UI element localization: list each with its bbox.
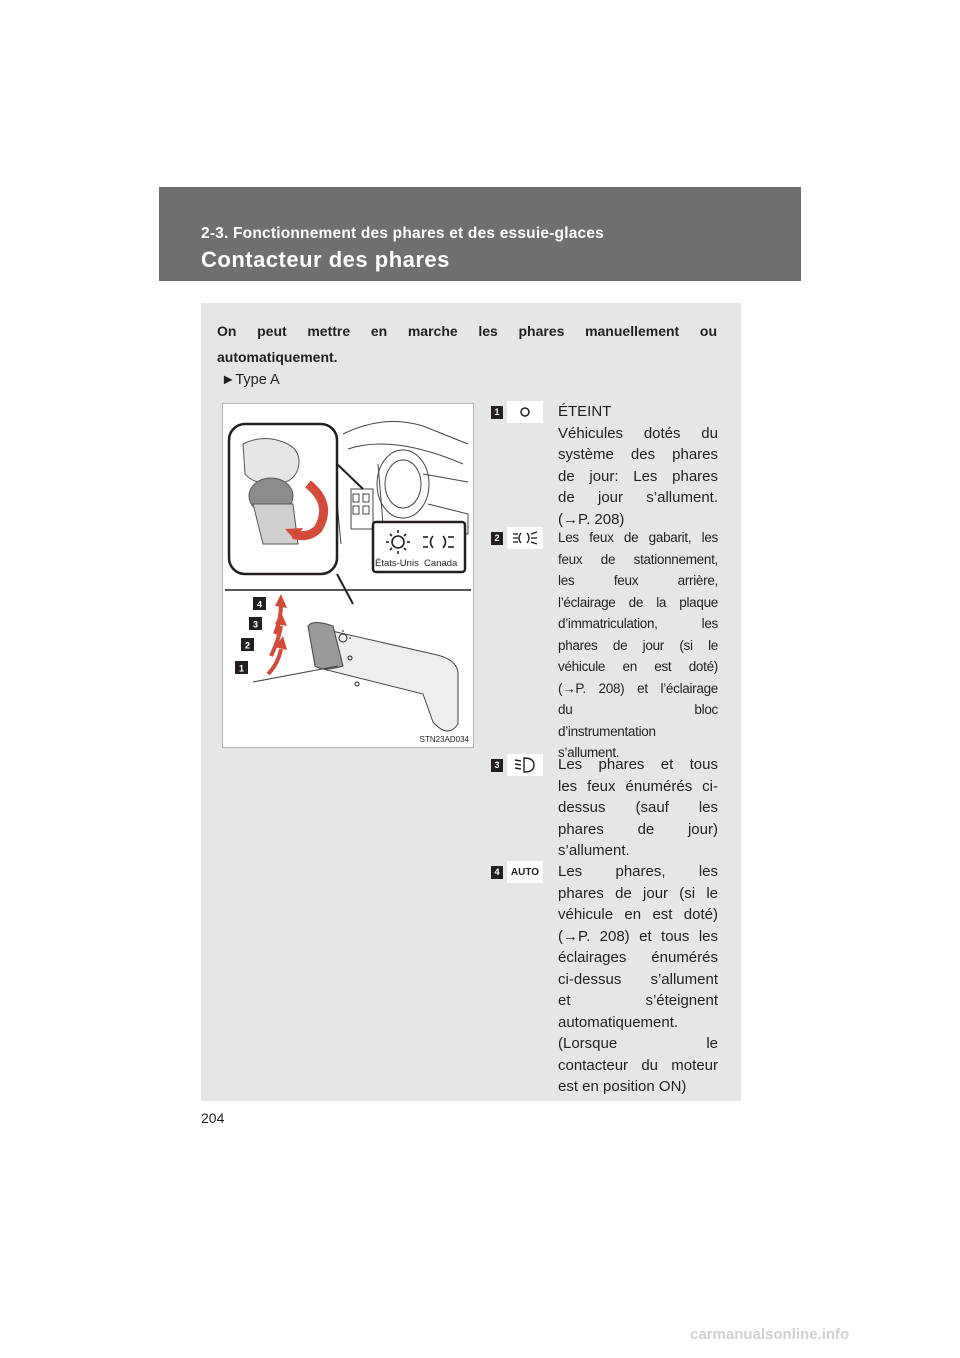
intro-line: On peut mettre en marche les phares manuellement ou [217,323,717,339]
section-title: 2-3. Fonctionnement des phares et des essuie-glaces [201,225,604,242]
intro-line: automatiquement. [217,349,338,365]
desc-line: et s’éteignent [558,992,718,1009]
desc-line: est en position ON) [558,1078,687,1095]
page-number: 204 [201,1110,225,1126]
item-description [558,861,718,1098]
label-us: États-Unis [375,558,419,569]
item-number: 1 [491,406,503,419]
callout-1: 1 [238,663,245,674]
off-circle-icon [507,401,543,423]
desc-line: contacteur du moteur [558,1056,718,1074]
desc-line: (Lorsque le [558,1035,718,1052]
desc-line: du bloc [558,702,718,717]
parking-lamp-icon [507,527,543,549]
chapter-header [159,187,801,281]
desc-line: automatiquement. [558,1013,679,1031]
desc-line: Véhicules dotés du [558,424,718,442]
desc-line: phares de jour) [558,820,718,838]
desc-line: éclairages énumérés [558,949,718,966]
label-canada: Canada [424,558,458,569]
type-label: ►Type A [221,372,280,388]
desc-line: (→P. 208) [558,510,625,528]
item-description [558,527,718,764]
page-title: Contacteur des phares [201,247,450,272]
desc-line: de jour: Les phares [558,467,718,485]
desc-line: (→P. 208) et l’éclairage [558,680,718,696]
auto-symbol: AUTO [507,861,543,883]
desc-line: Les phares, les [558,863,718,880]
desc-line: de jour s’allument. [558,489,718,506]
desc-line: véhicule en est doté) [558,659,718,674]
item-number: 4 [491,866,503,879]
desc-line: système des phares [558,446,718,463]
item-number: 2 [491,532,503,545]
desc-line: d’immatriculation, les [558,616,718,631]
intro-paragraph [217,318,717,370]
desc-line: véhicule en est doté) [558,906,718,923]
headlamp-icon [507,754,543,776]
item-description [558,754,718,862]
callout-3: 3 [252,619,259,630]
desc-line: les feux énumérés ci- [558,777,718,795]
desc-line: les feux arrière, [558,573,718,588]
item-number: 3 [491,759,503,772]
desc-line: phares de jour (si le [558,637,718,653]
illustration-callouts [235,597,266,674]
desc-line: d’instrumentation [558,723,656,739]
desc-line: Les phares et tous [558,756,718,773]
watermark: carmanualsonline.info [690,1326,850,1343]
desc-line: dessus (sauf les [558,799,718,816]
desc-line: s’allument. [558,745,620,760]
headlight-switch-illustration [222,403,474,748]
desc-line: phares de jour (si le [558,884,718,902]
callout-4: 4 [256,599,263,610]
desc-line: l’éclairage de la plaque [558,594,718,610]
desc-line: Les feux de gabarit, les [558,530,718,545]
desc-line: (→P. 208) et tous les [558,927,718,945]
desc-line: ci-dessus s’allument [558,970,718,988]
illustration-drawing [223,404,473,747]
item-description [558,401,718,530]
desc-line: ÉTEINT [558,403,612,420]
desc-line: s’allument. [558,842,630,859]
desc-line: feux de stationnement, [558,551,718,567]
illustration-code: STN23AD034 [419,735,469,744]
callout-2: 2 [244,640,251,651]
